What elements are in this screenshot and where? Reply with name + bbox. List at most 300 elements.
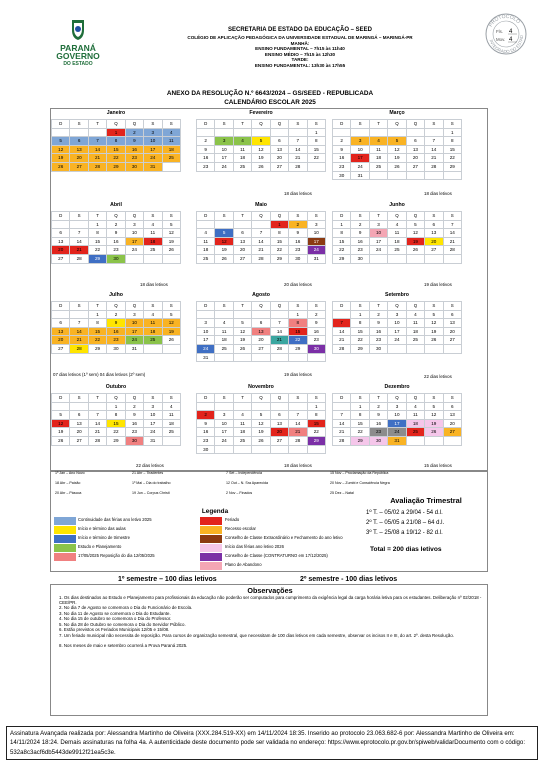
day-cell: 2 [125, 402, 143, 411]
day-cell: 29 [307, 436, 325, 445]
day-cell [144, 344, 162, 353]
weekday-header: D [197, 302, 215, 311]
legend-label: Plano de Abandono [225, 562, 262, 567]
day-cell: 11 [406, 411, 424, 420]
day-cell: 6 [270, 137, 288, 146]
day-cell: 29 [289, 344, 307, 353]
day-cell: 30 [333, 171, 351, 180]
day-cell: 6 [425, 220, 443, 229]
day-cell: 4 [233, 137, 251, 146]
day-cell: 17 [215, 154, 233, 163]
observacao-item: 5. No dia 28 de Outubro se comemora o Dia do Servidor Público. [59, 621, 186, 627]
day-cell: 14 [88, 145, 106, 154]
legend-label: Conselho de Classe Extraordinário e Fechamento do ano letivo [225, 535, 343, 540]
day-cell [307, 162, 325, 171]
day-cell: 29 [270, 254, 288, 263]
day-cell: 6 [233, 229, 251, 238]
holiday-item: 20 Nov – Zumbi e Consciência Negra [330, 481, 390, 485]
weekday-header: D [52, 302, 70, 311]
day-cell: 23 [107, 336, 125, 345]
day-cell: 17 [351, 154, 369, 163]
weekday-header: S [289, 302, 307, 311]
day-cell [215, 310, 233, 319]
day-cell: 4 [233, 411, 251, 420]
day-cell: 27 [70, 162, 88, 171]
day-cell: 20 [425, 237, 443, 246]
day-cell: 2 [333, 137, 351, 146]
month-11 [196, 384, 326, 462]
day-cell: 10 [144, 411, 162, 420]
day-cell: 6 [52, 319, 70, 328]
weekday-header: Q [252, 120, 270, 129]
day-cell [215, 445, 233, 454]
day-cell [52, 310, 70, 319]
day-cell: 19 [233, 336, 251, 345]
day-cell [197, 402, 215, 411]
month-name: Março [389, 110, 405, 116]
day-cell [252, 402, 270, 411]
weekday-header: S [443, 120, 461, 129]
secretaria-title: SECRETARIA DE ESTADO DA EDUCAÇÃO – SEED [227, 27, 372, 33]
day-cell: 31 [307, 254, 325, 263]
day-cell: 17 [144, 419, 162, 428]
weekday-header: D [333, 302, 351, 311]
day-cell: 26 [388, 162, 406, 171]
day-cell: 24 [351, 162, 369, 171]
day-cell [252, 220, 270, 229]
day-cell [388, 254, 406, 263]
day-cell: 23 [351, 246, 369, 255]
day-cell: 29 [443, 162, 461, 171]
dias-letivos-count: 19 dias letivos [424, 282, 452, 287]
weekday-header: D [52, 212, 70, 221]
day-cell [88, 402, 106, 411]
observacao-item: 4. No dia 15 de outubro se comemora o Dia do Professor. [59, 616, 172, 622]
weekday-header: Q [125, 212, 143, 221]
day-cell [197, 310, 215, 319]
day-cell: 27 [233, 254, 251, 263]
day-cell: 22 [107, 428, 125, 437]
day-cell: 4 [388, 220, 406, 229]
day-cell: 16 [351, 237, 369, 246]
day-cell: 8 [307, 411, 325, 420]
day-cell: 3 [125, 310, 143, 319]
day-cell: 14 [289, 145, 307, 154]
legend-swatch [54, 526, 76, 534]
weekday-header: T [233, 120, 251, 129]
day-cell: 3 [351, 137, 369, 146]
day-cell: 24 [215, 162, 233, 171]
day-cell [270, 310, 288, 319]
legend-label: Início das férias ano letivo 2026 [225, 544, 284, 549]
day-cell: 11 [162, 411, 180, 420]
holiday-item: 18 Abr – Paixão [55, 481, 81, 485]
month-name: Maio [255, 202, 267, 208]
day-cell [70, 310, 88, 319]
day-cell: 20 [443, 419, 461, 428]
day-cell: 8 [307, 137, 325, 146]
day-cell: 5 [406, 220, 424, 229]
day-cell: 7 [425, 137, 443, 146]
day-cell: 24 [388, 336, 406, 345]
day-cell: 30 [107, 344, 125, 353]
month-name: Novembro [248, 384, 274, 390]
weekday-header: Q [270, 394, 288, 403]
day-cell: 3 [388, 402, 406, 411]
day-cell: 30 [125, 162, 143, 171]
day-cell: 30 [289, 254, 307, 263]
weekday-header: S [443, 212, 461, 221]
day-cell [52, 220, 70, 229]
weekday-header: Q [125, 120, 143, 129]
day-cell: 2 [369, 310, 387, 319]
day-cell: 6 [443, 402, 461, 411]
day-cell: 12 [162, 319, 180, 328]
day-cell [162, 344, 180, 353]
day-cell: 5 [388, 137, 406, 146]
svg-text:PROTOCOLO: PROTOCOLO [488, 13, 522, 29]
day-cell: 27 [406, 162, 424, 171]
day-cell: 26 [425, 336, 443, 345]
day-cell: 28 [70, 344, 88, 353]
day-cell: 7 [333, 411, 351, 420]
day-cell: 9 [125, 137, 143, 146]
weekday-header: Q [388, 394, 406, 403]
weekday-header: S [215, 302, 233, 311]
day-cell: 7 [289, 137, 307, 146]
trimestre-3: 3º T. – 25/08 a 19/12 - 82 d.l. [366, 530, 443, 536]
day-cell: 2 [369, 402, 387, 411]
svg-text:Mov.: Mov. [496, 37, 506, 42]
day-cell: 2 [289, 220, 307, 229]
weekday-header: S [307, 302, 325, 311]
day-cell: 22 [88, 246, 106, 255]
weekday-header: S [289, 212, 307, 221]
day-cell: 29 [351, 344, 369, 353]
month-name: Dezembro [384, 384, 410, 390]
weekday-header: T [88, 302, 106, 311]
day-cell: 15 [88, 237, 106, 246]
day-cell: 1 [307, 402, 325, 411]
day-cell [443, 254, 461, 263]
day-cell: 8 [107, 137, 125, 146]
shift-morning-medio: ENSINO MÉDIO – 7h15 às 12h30 [264, 51, 336, 57]
day-cell: 1 [107, 128, 125, 137]
holiday-item: 12 Out – N. Sra Aparecida [226, 481, 268, 485]
day-cell [425, 436, 443, 445]
day-cell [215, 128, 233, 137]
weekday-header: T [369, 302, 387, 311]
observacao-item: 7. Um feriado municipal não necessita de reposição. Para cursos de organização semestral, que necessitam de 100 dias letivos em cada semestre, observar os incisos II e III, do art. 2º. desta Resolução. [59, 633, 455, 638]
day-cell: 7 [88, 411, 106, 420]
weekday-header: S [425, 120, 443, 129]
day-cell: 29 [351, 436, 369, 445]
day-cell: 7 [443, 220, 461, 229]
day-cell: 26 [215, 254, 233, 263]
day-cell: 22 [307, 428, 325, 437]
legend-label: 17/05/2025 Reposição do dia 12/05/2025 [78, 553, 155, 558]
weekday-header: T [88, 120, 106, 129]
trimestre-2: 2º T. – 05/05 a 21/08 – 64 d.l. [366, 520, 445, 526]
day-cell: 14 [270, 327, 288, 336]
day-cell: 20 [233, 246, 251, 255]
day-cell: 24 [388, 428, 406, 437]
day-cell: 10 [197, 327, 215, 336]
day-cell [425, 128, 443, 137]
day-cell: 18 [197, 246, 215, 255]
weekday-header: D [197, 394, 215, 403]
day-cell: 2 [351, 220, 369, 229]
day-cell: 2 [125, 128, 143, 137]
observacao-item: 3. No dia 11 de Agosto se comemora o Dia do Estudante. [59, 610, 171, 616]
day-cell: 13 [70, 419, 88, 428]
day-cell: 25 [369, 162, 387, 171]
weekday-header: Q [107, 120, 125, 129]
day-cell: 24 [369, 246, 387, 255]
month-5 [196, 202, 326, 280]
dias-letivos-count: 18 dias letivos [140, 282, 168, 287]
weekday-header: S [425, 394, 443, 403]
day-cell: 26 [162, 246, 180, 255]
weekday-header: S [443, 394, 461, 403]
day-cell: 15 [307, 419, 325, 428]
day-cell: 12 [252, 419, 270, 428]
day-cell: 29 [333, 254, 351, 263]
weekday-header: T [233, 212, 251, 221]
day-cell: 16 [307, 327, 325, 336]
month-9 [332, 292, 462, 370]
day-cell: 12 [162, 229, 180, 238]
day-cell [252, 128, 270, 137]
weekday-header: D [333, 394, 351, 403]
day-cell: 9 [289, 229, 307, 238]
weekday-header: S [215, 120, 233, 129]
day-cell: 12 [425, 411, 443, 420]
day-cell [215, 353, 233, 362]
weekday-header: Q [406, 302, 424, 311]
day-cell: 25 [388, 246, 406, 255]
month-grid [332, 393, 462, 446]
month-name: Fevereiro [249, 110, 273, 116]
legend-swatch [200, 562, 222, 570]
day-cell [88, 128, 106, 137]
day-cell: 24 [307, 246, 325, 255]
day-cell: 13 [70, 145, 88, 154]
day-cell: 21 [270, 336, 288, 345]
day-cell: 2 [197, 411, 215, 420]
month-name: Outubro [105, 384, 127, 390]
day-cell: 13 [52, 327, 70, 336]
day-cell: 7 [252, 229, 270, 238]
day-cell: 15 [351, 327, 369, 336]
day-cell: 8 [351, 319, 369, 328]
day-cell: 10 [144, 137, 162, 146]
weekday-header: Q [125, 302, 143, 311]
weekday-header: Q [406, 394, 424, 403]
day-cell: 5 [162, 310, 180, 319]
day-cell [233, 128, 251, 137]
dias-letivos-count: 07 dias letivos (1º sem) 04 dias letivos (2º sem) [53, 372, 146, 377]
day-cell: 13 [270, 145, 288, 154]
day-cell: 7 [289, 411, 307, 420]
weekday-header: S [70, 302, 88, 311]
parana-government-logo [56, 18, 110, 68]
day-cell: 28 [70, 254, 88, 263]
svg-text:DO ESTADO: DO ESTADO [63, 61, 93, 67]
day-cell: 5 [162, 220, 180, 229]
day-cell: 6 [52, 229, 70, 238]
day-cell: 18 [144, 327, 162, 336]
month-6 [332, 202, 462, 280]
day-cell [162, 162, 180, 171]
day-cell: 2 [107, 310, 125, 319]
day-cell: 1 [107, 402, 125, 411]
dias-letivos-count: 19 dias letivos [284, 372, 312, 377]
weekday-header: Q [388, 212, 406, 221]
day-cell: 25 [197, 254, 215, 263]
weekday-header: S [70, 212, 88, 221]
day-cell: 11 [388, 229, 406, 238]
day-cell: 20 [52, 246, 70, 255]
day-cell: 17 [369, 237, 387, 246]
day-cell: 15 [307, 145, 325, 154]
day-cell: 20 [443, 327, 461, 336]
day-cell: 17 [388, 419, 406, 428]
weekday-header: S [351, 120, 369, 129]
day-cell: 16 [107, 237, 125, 246]
day-cell: 16 [197, 154, 215, 163]
legend-swatch [54, 535, 76, 543]
day-cell: 22 [443, 154, 461, 163]
weekday-header: T [233, 302, 251, 311]
trimestre-1: 1º T. – 05/02 a 29/04 - 54 d.l. [366, 510, 443, 516]
legend-swatch [54, 553, 76, 561]
legend-swatch [54, 544, 76, 552]
day-cell: 8 [88, 229, 106, 238]
day-cell [252, 310, 270, 319]
legend-label: Início e término de trimestre [78, 535, 130, 540]
day-cell: 9 [107, 319, 125, 328]
day-cell: 17 [197, 336, 215, 345]
day-cell: 18 [144, 237, 162, 246]
month-7 [51, 292, 181, 370]
day-cell [270, 353, 288, 362]
weekday-header: S [289, 120, 307, 129]
month-name: Abril [110, 202, 122, 208]
day-cell: 11 [406, 319, 424, 328]
weekday-header: S [425, 302, 443, 311]
weekday-header: S [307, 394, 325, 403]
day-cell: 18 [162, 419, 180, 428]
day-cell: 4 [162, 402, 180, 411]
day-cell: 17 [125, 327, 143, 336]
day-cell: 16 [197, 428, 215, 437]
day-cell: 18 [406, 419, 424, 428]
day-cell: 9 [369, 411, 387, 420]
day-cell: 16 [369, 419, 387, 428]
day-cell [333, 128, 351, 137]
day-cell: 8 [443, 137, 461, 146]
holiday-item: 15 Nov – Proclamação da República [330, 471, 389, 475]
month-3 [332, 110, 462, 188]
svg-text:4: 4 [509, 29, 513, 35]
day-cell [70, 220, 88, 229]
day-cell: 10 [388, 411, 406, 420]
weekday-header: Q [270, 302, 288, 311]
day-cell: 8 [351, 411, 369, 420]
day-cell: 25 [162, 428, 180, 437]
day-cell: 17 [144, 145, 162, 154]
legend-swatch [200, 535, 222, 543]
weekday-header: D [197, 120, 215, 129]
day-cell: 10 [215, 145, 233, 154]
day-cell: 30 [107, 254, 125, 263]
weekday-header: Q [388, 302, 406, 311]
day-cell: 27 [443, 428, 461, 437]
day-cell: 21 [88, 154, 106, 163]
day-cell: 1 [289, 310, 307, 319]
day-cell: 14 [333, 419, 351, 428]
weekday-header: S [425, 212, 443, 221]
month-12 [332, 384, 462, 462]
day-cell: 12 [215, 237, 233, 246]
holiday-item: 21 Abr – Tiradentes [132, 471, 164, 475]
observacao-item: 2. No dia 7 de Agosto se comemora o Dia do Funcionário de Escola. [59, 605, 193, 610]
day-cell: 6 [252, 319, 270, 328]
day-cell: 28 [252, 254, 270, 263]
day-cell [369, 254, 387, 263]
weekday-header: Q [252, 212, 270, 221]
weekday-header: S [162, 394, 180, 403]
holiday-item: 25 Dez – Natal [330, 491, 354, 495]
day-cell: 14 [88, 419, 106, 428]
weekday-header: T [369, 120, 387, 129]
day-cell: 31 [351, 171, 369, 180]
day-cell: 30 [369, 344, 387, 353]
day-cell: 10 [369, 229, 387, 238]
day-cell: 11 [233, 419, 251, 428]
weekday-header: Q [107, 394, 125, 403]
day-cell: 28 [425, 162, 443, 171]
day-cell [233, 402, 251, 411]
day-cell: 5 [425, 310, 443, 319]
weekday-header: S [162, 302, 180, 311]
day-cell: 4 [406, 310, 424, 319]
weekday-header: S [307, 120, 325, 129]
month-grid [51, 393, 181, 446]
day-cell: 30 [197, 445, 215, 454]
day-cell: 15 [333, 237, 351, 246]
day-cell [307, 445, 325, 454]
day-cell: 13 [443, 319, 461, 328]
day-cell: 12 [388, 145, 406, 154]
day-cell: 22 [333, 246, 351, 255]
day-cell [70, 128, 88, 137]
day-cell [162, 436, 180, 445]
month-name: Setembro [385, 292, 409, 298]
day-cell: 13 [252, 327, 270, 336]
day-cell [233, 310, 251, 319]
weekday-header: S [215, 212, 233, 221]
day-cell: 16 [107, 327, 125, 336]
day-cell [425, 254, 443, 263]
day-cell: 19 [406, 237, 424, 246]
day-cell: 28 [333, 436, 351, 445]
legend-label: Feriado [225, 517, 240, 522]
day-cell: 21 [88, 428, 106, 437]
legend-swatch [200, 526, 222, 534]
day-cell: 23 [333, 162, 351, 171]
